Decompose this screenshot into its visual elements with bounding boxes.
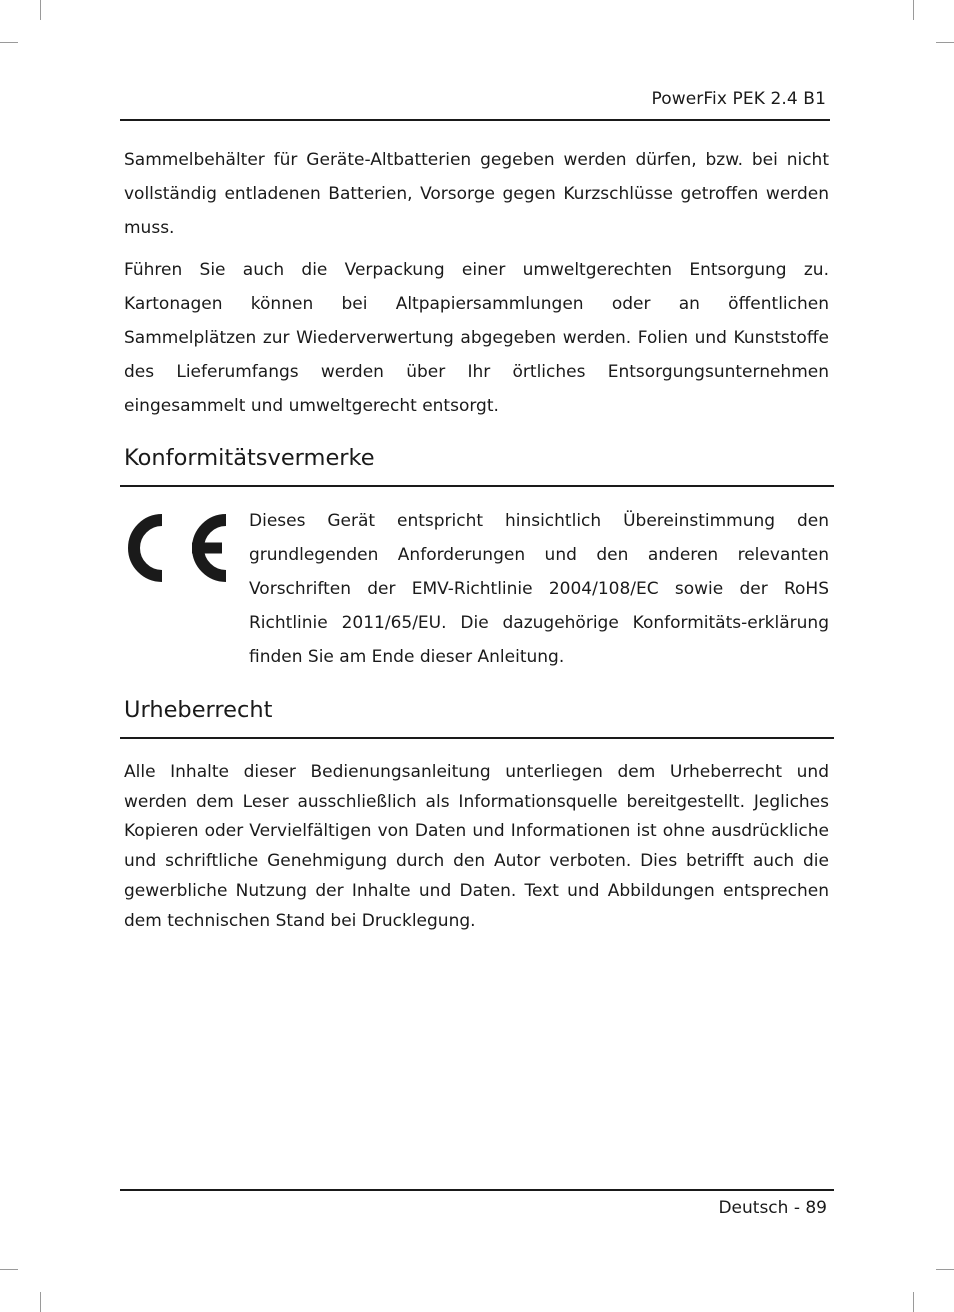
crop-mark-bottom-right-vertical [913, 1292, 914, 1312]
document-header-title: PowerFix PEK 2.4 B1 [651, 89, 826, 109]
copyright-text: Alle Inhalte dieser Bedienungsanleitung unterliegen dem Urheberrecht und werden dem Leser ausschließlich als Informationsquelle bereitgestellt. Jegliches Kopieren oder Vervielfältigen von Daten und Informationen ist ohne ausdrückliche und schriftliche Genehmigung durch den Autor verboten. Dies betrifft auch die gewerbliche Nutzung der Inhalte und Daten. Text und Abbildungen entsprechen dem technischen Stand bei Drucklegung. [124, 762, 829, 931]
crop-mark-bottom-right-horizontal [936, 1269, 954, 1270]
footer-rule [120, 1189, 834, 1191]
conformity-heading: Konformitätsvermerke [124, 445, 375, 471]
crop-mark-bottom-left-vertical [40, 1292, 41, 1312]
conformity-heading-rule [120, 485, 834, 487]
page-number: Deutsch - 89 [718, 1198, 827, 1218]
conformity-text: Dieses Gerät entspricht hinsichtlich Übereinstimmung den grundlegenden Anforderungen und den anderen relevanten Vorschriften der EMV-Richtlinie 2004/108/EC sowie der RoHS Richtlinie 2011/65/EU. Die dazugehörige Konformitäts-erklärung finden Sie am Ende dieser Anleitung. [249, 511, 829, 667]
crop-mark-bottom-left-horizontal [0, 1269, 18, 1270]
crop-mark-top-left-horizontal [0, 42, 18, 43]
ce-mark-icon [122, 511, 230, 585]
crop-mark-top-right-horizontal [936, 42, 954, 43]
header-rule [120, 119, 830, 121]
intro-paragraph-1: Sammelbehälter für Geräte-Altbatterien gegeben werden dürfen, bzw. bei nicht vollständig entladenen Batterien, Vorsorge gegen Kurzschlüsse getroffen werden muss. [124, 150, 829, 238]
intro-section [124, 143, 829, 423]
copyright-heading-rule [120, 737, 834, 739]
copyright-heading: Urheberrecht [124, 697, 273, 723]
crop-mark-top-left-vertical [40, 0, 41, 20]
intro-paragraph-2: Führen Sie auch die Verpackung einer umweltgerechten Entsorgung zu. Kartonagen können bei Altpapiersammlungen oder an öffentlichen Sammelplätzen zur Wiederverwertung abgegeben werden. Folien und Kunststoffe des Lieferumfangs werden über Ihr örtliches Entsorgungsunternehmen eingesammelt und umweltgerecht entsorgt. [124, 260, 829, 416]
crop-mark-top-right-vertical [913, 0, 914, 20]
